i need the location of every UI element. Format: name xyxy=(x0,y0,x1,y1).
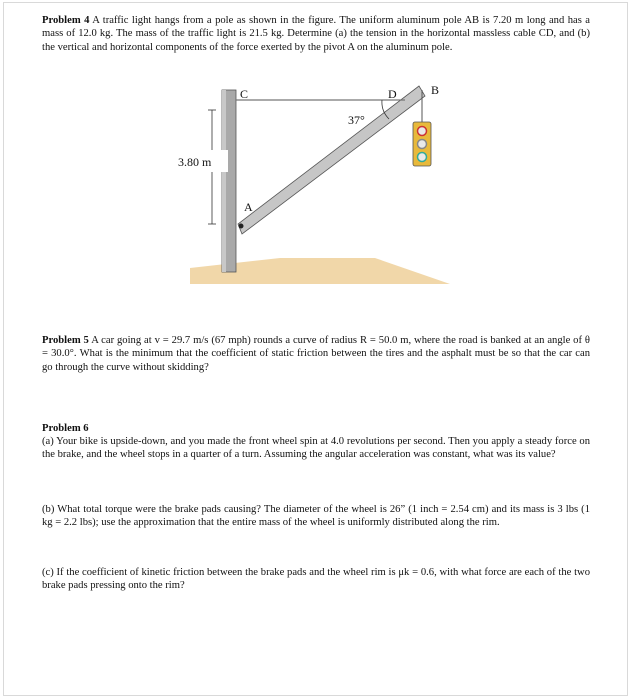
label-d: D xyxy=(388,87,397,101)
label-b: B xyxy=(431,83,440,97)
angle-label: 37° xyxy=(348,113,365,127)
problem-6-part-c: (c) If the coefficient of kinetic friction between the brake pads and the wheel rim is μk = 0.6, with what force are each of the two brake pads pressing onto the rim? xyxy=(42,567,590,592)
problem-6-part-b: (b) What total torque were the brake pads causing? The diameter of the wheel is 26” (1 inch = 2.54 cm) and its mass is 3 lbs (1 kg = 2.2 lbs); use the approximation that the entire mass of the wheel is uniformly distributed along the rim. xyxy=(42,504,590,529)
traffic-light-figure xyxy=(150,78,470,288)
vertical-pole-highlight xyxy=(222,90,226,272)
problem-6-heading xyxy=(42,422,590,435)
diagonal-pole-ab xyxy=(238,86,425,234)
problem-4-title: Problem 4 xyxy=(42,15,90,26)
light-red xyxy=(418,127,427,136)
light-yellow xyxy=(418,140,427,149)
problem-6-title: Problem 6 xyxy=(42,423,89,434)
problem-5 xyxy=(42,334,590,374)
pivot-a xyxy=(239,224,244,229)
problem-6-part-a: (a) Your bike is upside-down, and you made the front wheel spin at 4.0 revolutions per second. Then you apply a steady force on the brake, and the wheel stops in a quarter of a turn. Assuming the angular acceleration was constant, what was its value? xyxy=(42,436,590,461)
label-a: A xyxy=(244,200,253,214)
problem-4-text: A traffic light hangs from a pole as shown in the figure. The uniform aluminum pole AB is 7.20 m long and has a mass of 12.0 kg. The mass of the traffic light is 21.5 kg. Determine (a) the tension in the horizontal massless cable CD, and (b) the vertical and horizontal components of the force exerted by the pivot A on the aluminum pole. xyxy=(42,15,590,53)
problem-4 xyxy=(42,14,590,54)
problem-5-text: A car going at v = 29.7 m/s (67 mph) rounds a curve of radius R = 50.0 m, where the road is banked at an angle of θ = 30.0°. What is the minimum that the coefficient of static friction between the tires and the asphalt must be so that the car can go through the curve without skidding? xyxy=(42,335,590,373)
problem-5-title: Problem 5 xyxy=(42,335,89,346)
light-green xyxy=(418,153,427,162)
height-label: 3.80 m xyxy=(178,155,212,169)
figure-svg xyxy=(150,78,470,288)
label-c: C xyxy=(240,87,249,101)
